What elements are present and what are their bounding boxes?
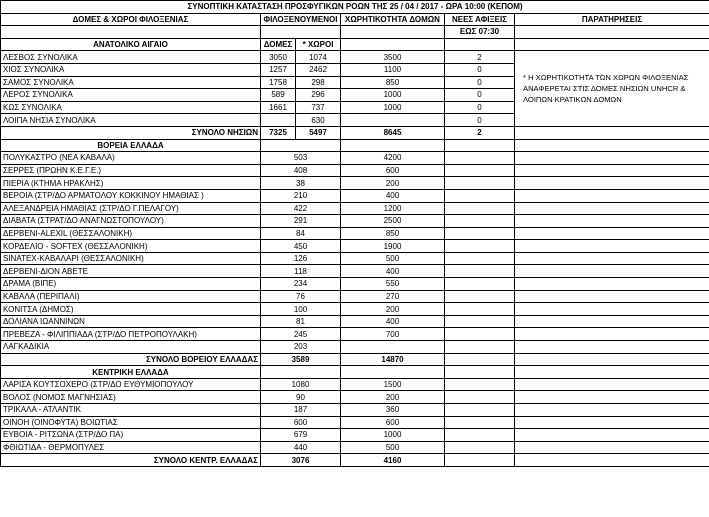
table-row — [1, 51, 709, 64]
empty-cell — [515, 303, 709, 316]
total-capacity: 4160 — [341, 454, 445, 467]
structure-name: ΤΡΙΚΑΛΑ - ΑΤΛΑΝΤΙΚ — [1, 404, 261, 417]
structure-name: ΧΙΟΣ ΣΥΝΟΛΙΚΑ — [1, 63, 261, 76]
empty-cell — [445, 227, 515, 240]
header-hosted: ΦΙΛΟΞΕΝΟΥΜΕΝΟΙ — [261, 13, 341, 26]
aegean-section-row — [1, 38, 709, 51]
hosted-value: 291 — [261, 215, 341, 228]
empty-cell — [515, 177, 709, 190]
header-subrow — [1, 26, 709, 39]
hosted-value: 90 — [261, 391, 341, 404]
structure-name: ΔΟΛΙΑΝΑ ΙΩΑΝΝΙΝΩΝ — [1, 315, 261, 328]
empty-cell — [445, 189, 515, 202]
hosted-value: 187 — [261, 404, 341, 417]
capacity-value: 850 — [341, 76, 445, 89]
structure-name: ΚΟΝΙΤΣΑ (ΔΗΜΟΣ) — [1, 303, 261, 316]
structure-name: ΒΕΡΟΙΑ (ΣΤΡ/ΔΟ ΑΡΜΑΤΟΛΟΥ ΚΟΚΚΙΝΟΥ ΗΜΑΘΙΑΣ ) — [1, 189, 261, 202]
aegean-total-row — [1, 126, 709, 139]
capacity-value: 200 — [341, 177, 445, 190]
hosted-value: 81 — [261, 315, 341, 328]
header-remarks: ΠΑΡΑΤΗΡΗΣΕΙΣ — [515, 13, 709, 26]
empty-cell — [261, 139, 341, 152]
hosted-value: 408 — [261, 164, 341, 177]
structure-name: ΛΑΓΚΑΔΙΚΙΑ — [1, 341, 261, 354]
empty-cell — [515, 164, 709, 177]
empty-cell — [515, 416, 709, 429]
hosted-value: 210 — [261, 189, 341, 202]
hosted-value: 679 — [261, 429, 341, 442]
table-row — [1, 404, 709, 417]
table-row — [1, 252, 709, 265]
capacity-value: 1000 — [341, 101, 445, 114]
empty-cell — [515, 227, 709, 240]
table-row — [1, 215, 709, 228]
empty-cell — [445, 328, 515, 341]
empty-cell — [1, 26, 261, 39]
empty-cell — [445, 38, 515, 51]
table-row — [1, 429, 709, 442]
empty-cell — [515, 26, 709, 39]
capacity-value: 1200 — [341, 202, 445, 215]
empty-cell — [445, 454, 515, 467]
empty-cell — [445, 278, 515, 291]
empty-cell — [445, 429, 515, 442]
empty-cell — [445, 441, 515, 454]
structure-name: ΟΙΝΟΗ (ΟΙΝΟΦΥΤΑ) ΒΟΙΩΤΙΑΣ — [1, 416, 261, 429]
empty-cell — [341, 26, 445, 39]
empty-cell — [445, 177, 515, 190]
table-row — [1, 189, 709, 202]
header-arrivals-until: ΕΩΣ 07:30 — [445, 26, 515, 39]
table-row — [1, 265, 709, 278]
structure-name: ΒΟΛΟΣ (ΝΟΜΟΣ ΜΑΓΝΗΣΙΑΣ) — [1, 391, 261, 404]
total-hosted: 3589 — [261, 353, 341, 366]
header-domes: ΔΟΜΕΣ — [261, 38, 296, 51]
domes-value — [261, 114, 296, 127]
table-row — [1, 202, 709, 215]
empty-cell — [515, 353, 709, 366]
capacity-value: 550 — [341, 278, 445, 291]
empty-cell — [515, 265, 709, 278]
empty-cell — [261, 366, 341, 379]
empty-cell — [445, 378, 515, 391]
xoroi-value: 1074 — [296, 51, 341, 64]
structure-name: ΚΑΒΑΛΑ (ΠΕΡΙΠΑΛΙ) — [1, 290, 261, 303]
structure-name: ΔΕΡΒΕΝΙ-ΔΙΟΝ ΑΒΕΤΕ — [1, 265, 261, 278]
empty-cell — [515, 429, 709, 442]
hosted-value: 503 — [261, 152, 341, 165]
empty-cell — [445, 303, 515, 316]
total-label: ΣΥΝΟΛΟ ΚΕΝΤΡ. ΕΛΛΑΔΑΣ — [1, 454, 261, 467]
empty-cell — [445, 139, 515, 152]
empty-cell — [341, 139, 445, 152]
empty-cell — [515, 290, 709, 303]
empty-cell — [515, 126, 709, 139]
table-row — [1, 290, 709, 303]
domes-value: 1257 — [261, 63, 296, 76]
empty-cell — [445, 265, 515, 278]
title-row — [1, 1, 709, 14]
total-domes: 7325 — [261, 126, 296, 139]
empty-cell — [445, 252, 515, 265]
domes-value: 3050 — [261, 51, 296, 64]
capacity-value: 850 — [341, 227, 445, 240]
xoroi-value: 630 — [296, 114, 341, 127]
empty-cell — [515, 441, 709, 454]
empty-cell — [261, 26, 341, 39]
structure-name: ΦΘΙΩΤΙΔΑ - ΘΕΡΜΟΠΥΛΕΣ — [1, 441, 261, 454]
empty-cell — [445, 353, 515, 366]
capacity-value: 200 — [341, 303, 445, 316]
structure-name: ΔΡΑΜΑ (ΒΙΠΕ) — [1, 278, 261, 291]
empty-cell — [515, 391, 709, 404]
capacity-value: 4200 — [341, 152, 445, 165]
hosted-value: 84 — [261, 227, 341, 240]
section-title: ΒΟΡΕΙΑ ΕΛΛΑΔΑ — [1, 139, 261, 152]
table-row — [1, 378, 709, 391]
empty-cell — [515, 315, 709, 328]
empty-cell — [515, 252, 709, 265]
capacity-value: 2500 — [341, 215, 445, 228]
hosted-value: 245 — [261, 328, 341, 341]
empty-cell — [515, 38, 709, 51]
table-row — [1, 328, 709, 341]
structure-name: ΛΟΙΠΑ ΝΗΣΙΑ ΣΥΝΟΛΙΚΑ — [1, 114, 261, 127]
hosted-value: 203 — [261, 341, 341, 354]
table-row — [1, 177, 709, 190]
total-row — [1, 353, 709, 366]
hosted-value: 234 — [261, 278, 341, 291]
empty-cell — [515, 378, 709, 391]
capacity-value — [341, 114, 445, 127]
structure-name: ΠΡΕΒΕΖΑ - ΦΙΛΙΠΠΙΑΔΑ (ΣΤΡ/ΔΟ ΠΕΤΡΟΠΟΥΛΑΚΗ) — [1, 328, 261, 341]
hosted-value: 600 — [261, 416, 341, 429]
section-aegean: ΑΝΑΤΟΛΙΚΟ ΑΙΓΑΙΟ — [1, 38, 261, 51]
capacity-value: 500 — [341, 252, 445, 265]
hosted-value: 126 — [261, 252, 341, 265]
empty-cell — [341, 366, 445, 379]
empty-cell — [515, 454, 709, 467]
capacity-value: 700 — [341, 328, 445, 341]
empty-cell — [445, 152, 515, 165]
total-label: ΣΥΝΟΛΟ ΒΟΡΕΙΟΥ ΕΛΛΑΔΑΣ — [1, 353, 261, 366]
capacity-value: 400 — [341, 265, 445, 278]
capacity-value: 1900 — [341, 240, 445, 253]
empty-cell — [515, 328, 709, 341]
empty-cell — [341, 38, 445, 51]
empty-cell — [515, 366, 709, 379]
remarks-note: * Η ΧΩΡΗΤΙΚΟΤΗΤΑ ΤΩΝ ΧΩΡΩΝ ΦΙΛΟΞΕΝΙΑΣ ΑΝΑΦΕΡΕΤΑΙ ΣΤΙΣ ΔΟΜΕΣ ΝΗΣΙΩΝ UNHCR & ΛΟΙΠΩΝ ΚΡΑΤΙΚΩΝ ΔΟΜΩΝ — [515, 51, 709, 127]
capacity-value: 1500 — [341, 378, 445, 391]
table-row — [1, 227, 709, 240]
empty-cell — [445, 240, 515, 253]
section-title: ΚΕΝΤΡΙΚΗ ΕΛΛΑΔΑ — [1, 366, 261, 379]
page-title: ΣΥΝΟΠΤΙΚΗ ΚΑΤΑΣΤΑΣΗ ΠΡΟΣΦΥΓΙΚΩΝ ΡΟΩΝ ΤΗΣ 25 / 04 / 2017 - ΩΡΑ 10:00 (ΚΕΠΟΜ) — [1, 1, 709, 14]
total-xoroi: 5497 — [296, 126, 341, 139]
empty-cell — [515, 278, 709, 291]
section-row — [1, 139, 709, 152]
structure-name: SINATEX-ΚΑΒΑΛΑΡΙ (ΘΕΣΣΑΛΟΝΙΚΗ) — [1, 252, 261, 265]
arrivals-value: 0 — [445, 63, 515, 76]
structure-name: ΔΕΡΒΕΝΙ-ALEXIL (ΘΕΣΣΑΛΟΝΙΚΗ) — [1, 227, 261, 240]
empty-cell — [515, 202, 709, 215]
arrivals-value: 0 — [445, 89, 515, 102]
structure-name: ΑΛΕΞΑΝΔΡΕΙΑ ΗΜΑΘΙΑΣ (ΣΤΡ/ΔΟ Γ.ΠΕΛΑΓΟΥ) — [1, 202, 261, 215]
hosted-value: 76 — [261, 290, 341, 303]
xoroi-value: 2462 — [296, 63, 341, 76]
capacity-value: 600 — [341, 416, 445, 429]
hosted-value: 118 — [261, 265, 341, 278]
capacity-value — [341, 341, 445, 354]
table-row — [1, 152, 709, 165]
empty-cell — [515, 404, 709, 417]
total-arrivals: 2 — [445, 126, 515, 139]
structure-name: ΣΕΡΡΕΣ (ΠΡΩΗΝ Κ.Ε.Γ.Ε.) — [1, 164, 261, 177]
structure-name: ΚΟΡΔΕΛΙΟ - SOFTEX (ΘΕΣΣΑΛΟΝΙΚΗ) — [1, 240, 261, 253]
table-row — [1, 315, 709, 328]
domes-value: 1661 — [261, 101, 296, 114]
header-xoroi: * ΧΩΡΟΙ — [296, 38, 341, 51]
empty-cell — [445, 391, 515, 404]
capacity-value: 360 — [341, 404, 445, 417]
empty-cell — [515, 341, 709, 354]
capacity-value: 270 — [341, 290, 445, 303]
xoroi-value: 298 — [296, 76, 341, 89]
empty-cell — [445, 215, 515, 228]
header-structures: ΔΟΜΕΣ & ΧΩΡΟΙ ΦΙΛΟΞΕΝΙΑΣ — [1, 13, 261, 26]
hosted-value: 440 — [261, 441, 341, 454]
arrivals-value: 2 — [445, 51, 515, 64]
capacity-value: 600 — [341, 164, 445, 177]
empty-cell — [515, 152, 709, 165]
capacity-value: 500 — [341, 441, 445, 454]
capacity-value: 3500 — [341, 51, 445, 64]
table-row — [1, 303, 709, 316]
structure-name: ΛΑΡΙΣΑ ΚΟΥΤΣΟΧΕΡΟ (ΣΤΡ/ΔΟ ΕΥΘΥΜΙΟΠΟΥΛΟΥ — [1, 378, 261, 391]
capacity-value: 400 — [341, 315, 445, 328]
empty-cell — [515, 139, 709, 152]
arrivals-value: 0 — [445, 114, 515, 127]
domes-value: 589 — [261, 89, 296, 102]
capacity-value: 1000 — [341, 89, 445, 102]
structure-name: ΚΩΣ ΣΥΝΟΛΙΚΑ — [1, 101, 261, 114]
empty-cell — [515, 215, 709, 228]
total-row — [1, 454, 709, 467]
structure-name: ΠΙΕΡΙΑ (ΚΤΗΜΑ ΗΡΑΚΛΗΣ) — [1, 177, 261, 190]
header-capacity: ΧΩΡΗΤΙΚΟΤΗΤΑ ΔΟΜΩΝ — [341, 13, 445, 26]
hosted-value: 38 — [261, 177, 341, 190]
table-row — [1, 416, 709, 429]
empty-cell — [445, 416, 515, 429]
structure-name: ΛΕΡΟΣ ΣΥΝΟΛΙΚΑ — [1, 89, 261, 102]
structure-name: ΣΑΜΟΣ ΣΥΝΟΛΙΚΑ — [1, 76, 261, 89]
empty-cell — [445, 164, 515, 177]
empty-cell — [515, 240, 709, 253]
empty-cell — [445, 315, 515, 328]
total-label: ΣΥΝΟΛΟ ΝΗΣΙΩΝ — [1, 126, 261, 139]
empty-cell — [445, 341, 515, 354]
empty-cell — [445, 366, 515, 379]
capacity-value: 400 — [341, 189, 445, 202]
table-row — [1, 278, 709, 291]
structure-name: ΠΟΛΥΚΑΣΤΡΟ (ΝΕΑ ΚΑΒΑΛΑ) — [1, 152, 261, 165]
table-row — [1, 441, 709, 454]
domes-value: 1758 — [261, 76, 296, 89]
table-row — [1, 391, 709, 404]
xoroi-value: 737 — [296, 101, 341, 114]
empty-cell — [445, 290, 515, 303]
header-row — [1, 13, 709, 26]
empty-cell — [445, 404, 515, 417]
structure-name: ΔΙΑΒΑΤΑ (ΣΤΡΑΤ/ΔΟ ΑΝΑΓΝΩΣΤΟΠΟΥΛΟΥ) — [1, 215, 261, 228]
empty-cell — [515, 189, 709, 202]
empty-cell — [445, 202, 515, 215]
arrivals-value: 0 — [445, 101, 515, 114]
hosted-value: 100 — [261, 303, 341, 316]
total-capacity: 8645 — [341, 126, 445, 139]
section-row — [1, 366, 709, 379]
hosted-value: 1080 — [261, 378, 341, 391]
total-hosted: 3076 — [261, 454, 341, 467]
table-row — [1, 341, 709, 354]
structure-name: ΕΥΒΟΙΑ - ΡΙΤΣΩΝΑ (ΣΤΡ/ΔΟ ΠΑ) — [1, 429, 261, 442]
xoroi-value: 296 — [296, 89, 341, 102]
structure-name: ΛΕΣΒΟΣ ΣΥΝΟΛΙΚΑ — [1, 51, 261, 64]
table-row — [1, 240, 709, 253]
hosted-value: 422 — [261, 202, 341, 215]
total-capacity: 14870 — [341, 353, 445, 366]
arrivals-value: 0 — [445, 76, 515, 89]
capacity-value: 200 — [341, 391, 445, 404]
header-arrivals: ΝΕΕΣ ΑΦΙΞΕΙΣ — [445, 13, 515, 26]
capacity-value: 1000 — [341, 429, 445, 442]
hosted-value: 450 — [261, 240, 341, 253]
capacity-value: 1100 — [341, 63, 445, 76]
table-row — [1, 164, 709, 177]
